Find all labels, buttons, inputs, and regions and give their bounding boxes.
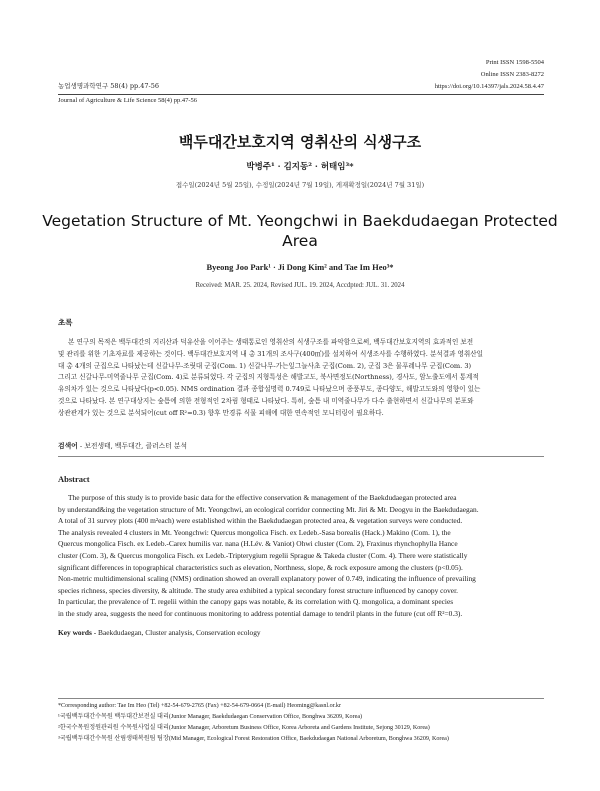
abstract-en-line: A total of 31 survey plots (400 m²each) were established within the Baekdudaegan protected area, & vegetation surveys were conducted. bbox=[58, 516, 463, 526]
authors-en: Byeong Joo Park¹ · Ji Dong Kim² and Tae Im Heo³* bbox=[206, 262, 394, 272]
keywords-ko-label: 검색어 bbox=[58, 442, 78, 450]
print-issn: Print ISSN 1598-5504 bbox=[485, 59, 544, 66]
keywords-en bbox=[58, 628, 261, 637]
abstract-en-line: The purpose of this study is to provide basic data for the effective conservation & management of the Baekdudaegan protected area bbox=[68, 493, 457, 502]
abstract-en-line: The analysis revealed 4 clusters in Mt. Yeongchwi: Quercus mongolica Fisch. ex Ledeb.-Sasa borealis (Hack.) Makino (Com. 1), the bbox=[58, 527, 451, 537]
footnote-affiliation-2: ²한국수목원정원관리원 수목원사업실 대리(Junior Manager, Arboretum Business Office, Korea Arboreta and Gardens Institute, Sejong 30129, Korea) bbox=[58, 725, 430, 731]
keywords-en-label: Key words bbox=[58, 628, 92, 637]
abstract-ko-body bbox=[58, 337, 544, 420]
title-en-line2: Area bbox=[282, 232, 318, 250]
abstract-en-line: Quercus mongolica Fisch. ex Ledeb.-Carex humilis var. nana (H.Lév. & Vaniot) Ohwi cluster (Com. 2), Fraxinus rhynchophylla Hance bbox=[58, 539, 458, 549]
abstract-en-line: species richness, species diversity, & altitude. The study area exhibited a typical secondary forest structure influenced by canopy cover. bbox=[58, 585, 458, 595]
abstract-ko-line: 유의차가 있는 것으로 나타났다(p<0.05). NMS ordination 결과 종합설명력 0.749로 나타났으며 종풍부도, 종다양도, 해발고도와의 영향이 있는 bbox=[58, 385, 481, 394]
abstract-ko-line: 것으로 나타났다. 본 연구대상지는 숲틈에 의한 전형적인 2차림 형태로 나타났다. 특히, 숲틈 내 미역줄나무가 다수 출현하면서 신갈나무의 분포와 bbox=[58, 396, 474, 405]
abstract-en-line: In particular, the prevalence of T. regelii within the canopy gaps was notable, & its correlation with Q. mongolica, a dominant species bbox=[58, 597, 454, 607]
footnote-rule bbox=[58, 698, 544, 699]
title-en-line1: Vegetation Structure of Mt. Yeongchwi in Baekdudaegan Protected bbox=[42, 212, 558, 230]
abstract-ko-line: 본 연구의 목적은 백두대간의 지리산과 덕유산을 이어주는 생태통로인 영취산의 식생구조를 파악함으로써, 백두대간보호지역의 효과적인 보전 bbox=[68, 338, 474, 346]
abstract-en-heading: Abstract bbox=[58, 474, 90, 484]
journal-name-en: Journal of Agriculture & Life Science 58(4) pp.47-56 bbox=[58, 97, 197, 104]
abstract-ko-line: 그리고 신갈나무-미역줄나무 군집(Com. 4)로 분류되었다. 각 군집의 지형특성은 해발고도, 북사면정도(Northness), 경사도, 암노출도에서 통계적 bbox=[58, 373, 479, 382]
header-rule bbox=[58, 94, 544, 95]
section-divider bbox=[58, 456, 544, 457]
abstract-en-line: by understand&ing the vegetation structure of Mt. Yeongchwi, an ecological corridor connecting Mt. Jiri & Mt. Deogyu in the Baekdudaegan. bbox=[58, 504, 479, 514]
abstract-en-line: significant differences in topographical characteristics such as elevation, Northness, slope, & rock exposure among the clusters (p<0.05). bbox=[58, 562, 463, 572]
journal-name-ko: 농업생명과학연구 58(4) pp.47-56 bbox=[58, 82, 159, 90]
keywords-ko-value: - 보전생태, 백두대간, 클러스터 분석 bbox=[79, 442, 188, 450]
abstract-en-body bbox=[58, 492, 544, 620]
abstract-en-line: cluster (Com. 3), & Quercus mongolica Fisch. ex Ledeb.-Tripterygium regelii Sprague & Takeda cluster (Com. 4). There were statistically bbox=[58, 550, 468, 560]
dates-en: Received: MAR. 25. 2024, Revised JUL. 19. 2024, Accdpted: JUL. 31. 2024 bbox=[195, 282, 405, 289]
footnote-affiliation-3: ³국립백두대간수목원 산림생태복원팀 팀장(Mid Manager, Ecological Forest Restoration Office, Baekdudaegan National Arboretum, Bonghwa 36209, Korea) bbox=[58, 736, 449, 742]
abstract-ko-line: 대 총 4개의 군집으로 나타났는데 신갈나무-조릿대 군집(Com. 1) 신갈나무-가는잎그늘사초 군집(Com. 2), 군집 3은 물푸레나무 군집(Com. 3) bbox=[58, 361, 472, 370]
keywords-ko bbox=[58, 440, 187, 450]
footnote-corresponding: *Corresponding author: Tae Im Heo (Tel) +82-54-679-2765 (Fax) +82-54-679-0664 (E-mail) Heoming@kasnl.or.kr bbox=[58, 703, 341, 709]
authors-ko: 박병주¹ · 김지동² · 허태임³* bbox=[246, 162, 354, 172]
abstract-en-line: Non-metric multidimensional scaling (NMS) ordination showed an overall explanatory power of 0.749, indicating the influence of prevailing bbox=[58, 574, 476, 584]
abstract-en-line: in the study area, suggests the need for continuous monitoring to address potential damage to tendril plants in the future (cut off R²=0.3). bbox=[58, 608, 463, 618]
online-issn: Online ISSN 2383-8272 bbox=[480, 71, 544, 78]
footnote-affiliation-1: ¹국립백두대간수목원 백두대간보전실 대리(Junior Manager, Baekdudaegan Conservation Office, Bonghwa 36209, Korea) bbox=[58, 714, 363, 720]
dates-ko: 접수일(2024년 5월 25일), 수정일(2024년 7월 19일), 게재확정일(2024년 7월 31일) bbox=[175, 181, 425, 189]
title-ko: 백두대간보호지역 영취산의 식생구조 bbox=[178, 133, 422, 151]
abstract-ko-line: 및 관리를 위한 기초자료를 제공하는 것이다. 백두대간보호지역 내 총 31개의 조사구(400㎡)를 설치하여 식생조사를 수행하였다. 분석결과 영취산일 bbox=[58, 349, 484, 358]
footnotes bbox=[58, 701, 544, 745]
doi-link[interactable]: https://doi.org/10.14397/jals.2024.58.4.47 bbox=[434, 83, 544, 90]
keywords-en-value: - Baekdudaegan, Cluster analysis, Conservation ecology bbox=[93, 628, 261, 637]
abstract-ko-heading: 초록 bbox=[58, 318, 73, 327]
abstract-ko-line: 상관관계가 있는 것으로 분석되어(cut off R²=0.3) 향후 만경류 식물 피해에 대한 연속적인 모니터링이 필요하다. bbox=[58, 408, 384, 417]
